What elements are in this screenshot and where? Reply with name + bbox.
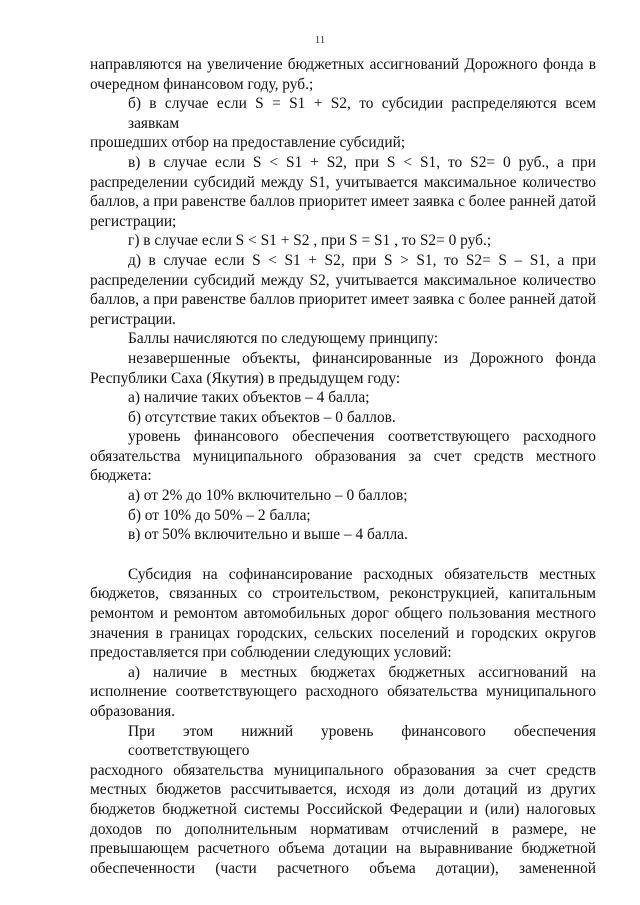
paragraph bbox=[90, 525, 596, 545]
text-line: незавершенные объекты, финансированные из Дорожного фонда bbox=[128, 349, 596, 367]
text-line: в) в случае если S < S1 + S2, при S < S1, то S2= 0 руб., а при bbox=[128, 153, 596, 171]
paragraph bbox=[90, 486, 596, 506]
text-line: а) от 2% до 10% включительно – 0 баллов; bbox=[128, 487, 408, 505]
document-body bbox=[90, 55, 596, 878]
paragraph bbox=[90, 349, 596, 388]
paragraph bbox=[90, 663, 596, 722]
paragraph-gap bbox=[90, 545, 596, 565]
text-line: обязательства муниципального образования за счет средств местного bbox=[90, 447, 596, 465]
paragraph bbox=[90, 722, 596, 879]
text-line: обеспеченности (части расчетного объема дотации), замененной bbox=[90, 859, 596, 877]
text-line: исполнение соответствующего расходного обязательства муниципального bbox=[90, 683, 596, 701]
text-line: г) в случае если S < S1 + S2 , при S = S1 , то S2= 0 руб.; bbox=[128, 232, 492, 250]
text-line: д) в случае если S < S1 + S2, при S > S1, то S2= S – S1, а при bbox=[128, 251, 596, 269]
paragraph bbox=[90, 506, 596, 526]
text-line: бюджетов, связанных со строительством, реконструкцией, капитальным bbox=[90, 585, 596, 603]
paragraph bbox=[90, 94, 596, 153]
text-line: образования. bbox=[90, 703, 176, 720]
text-line: Субсидия на софинансирование расходных обязательств местных bbox=[128, 565, 596, 583]
text-line: регистрации; bbox=[90, 212, 177, 230]
paragraph bbox=[90, 388, 596, 408]
text-line: распределении субсидий между S1, учитывается максимальное количество bbox=[90, 173, 596, 191]
paragraph bbox=[90, 427, 596, 486]
paragraph bbox=[90, 231, 596, 251]
paragraph bbox=[90, 55, 596, 94]
text-line: баллов, а при равенстве баллов приоритет имеет заявка с более ранней датой bbox=[90, 291, 596, 309]
paragraph bbox=[90, 408, 596, 428]
text-line: доходов по дополнительным нормативам отчислений в размере, не bbox=[90, 820, 596, 838]
text-line: бюджетов бюджетной системы Российской Федерации и (или) налоговых bbox=[90, 800, 596, 818]
text-line: превышающем расчетного объема дотации на выравнивание бюджетной bbox=[90, 840, 596, 858]
text-line: значения в границах городских, сельских поселений и городских округов bbox=[90, 624, 596, 642]
text-line: ремонтом и ремонтом автомобильных дорог общего пользования местного bbox=[90, 605, 596, 623]
page-number: 11 bbox=[314, 34, 326, 46]
text-line: уровень финансового обеспечения соответствующего расходного bbox=[128, 428, 596, 446]
text-line: а) наличие таких объектов – 4 балла; bbox=[128, 389, 370, 407]
text-line: направляются на увеличение бюджетных ассигнований Дорожного фонда в bbox=[90, 56, 596, 73]
text-line: прошедших отбор на предоставление субсидий; bbox=[90, 134, 406, 152]
text-line: Баллы начисляются по следующему принципу: bbox=[128, 330, 439, 348]
text-line: При этом нижний уровень финансового обеспечения соответствующего bbox=[128, 722, 596, 760]
text-line: б) в случае если S = S1 + S2, то субсидии распределяются всем заявкам bbox=[128, 95, 596, 132]
text-line: очередном финансовом году, руб.; bbox=[90, 75, 314, 93]
paragraph bbox=[90, 329, 596, 349]
paragraph bbox=[90, 251, 596, 329]
text-line: Республики Саха (Якутия) в предыдущем году: bbox=[90, 369, 401, 387]
text-line: регистрации. bbox=[90, 310, 176, 328]
text-line: предоставляется при соблюдении следующих условий: bbox=[90, 644, 452, 662]
text-line: местных бюджетов рассчитывается, исходя из доли дотаций из других bbox=[90, 781, 596, 799]
text-line: бюджета: bbox=[90, 467, 152, 485]
paragraph bbox=[90, 565, 596, 663]
text-line: б) от 10% до 50% – 2 балла; bbox=[128, 506, 311, 524]
text-line: баллов, а при равенстве баллов приоритет имеет заявка с более ранней датой bbox=[90, 193, 596, 211]
text-line: распределении субсидий между S2, учитывается максимальное количество bbox=[90, 271, 596, 289]
text-line: а) наличие в местных бюджетах бюджетных ассигнований на bbox=[128, 663, 596, 681]
text-line: в) от 50% включительно и выше – 4 балла. bbox=[128, 526, 408, 544]
paragraph bbox=[90, 153, 596, 231]
text-line: расходного обязательства муниципального образования за счет средств bbox=[90, 761, 596, 779]
text-line: б) отсутствие таких объектов – 0 баллов. bbox=[128, 408, 396, 426]
